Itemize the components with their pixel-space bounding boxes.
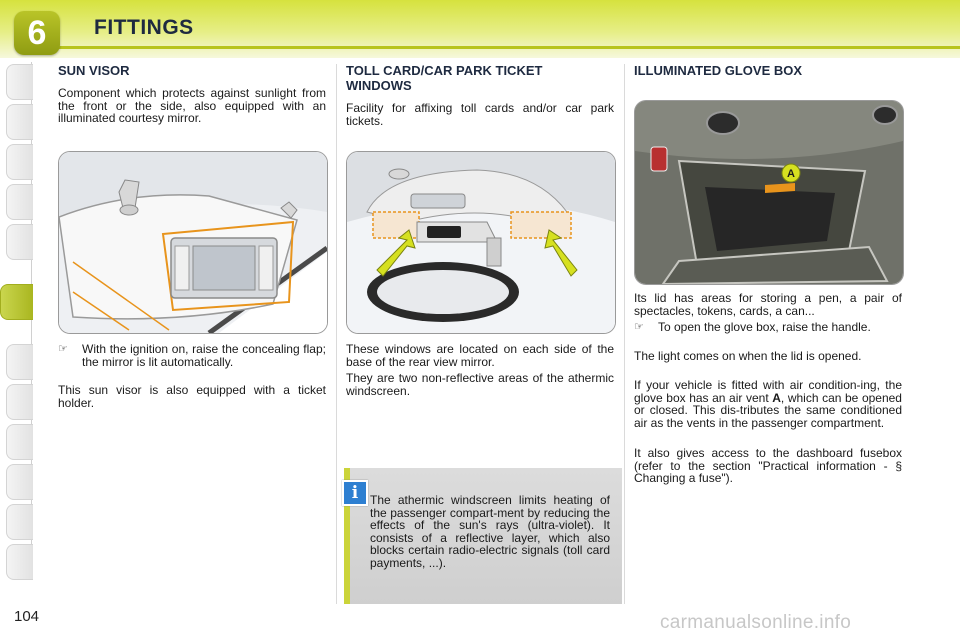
sun-visor-bullet-text: With the ignition on, raise the concealing flap; the mirror is lit automatically. (82, 342, 326, 369)
toll-card-heading-line1: TOLL CARD/CAR PARK TICKET (346, 63, 543, 78)
chapter-tab-12[interactable] (6, 544, 33, 580)
glove-box-bullet (634, 321, 902, 334)
chapter-tab-2[interactable] (6, 104, 33, 140)
chapter-tab-8[interactable] (6, 384, 33, 420)
chapter-number: 6 (27, 14, 47, 52)
glove-box-callout-a: A (787, 168, 795, 180)
column-divider-2 (624, 64, 625, 604)
chapter-tab-5[interactable] (6, 224, 33, 260)
pointing-hand-icon: ☞ (58, 343, 68, 355)
info-box-text: The athermic windscreen limits heating of the passenger compart-ment by reducing the effects of the sun's rays (ultra-violet). It consists of a reflective layer, which also blocks certain radio-electric signals (toll card payments, ...). (370, 493, 610, 570)
chapter-tab-3[interactable] (6, 144, 33, 180)
info-icon: i (342, 480, 368, 506)
watermark: carmanualsonline.info (660, 612, 852, 633)
toll-card-para2: They are two non-reflective areas of the athermic windscreen. (346, 371, 614, 398)
glove-box-para2: The light comes on when the lid is opened. (634, 349, 862, 363)
toll-card-heading (346, 63, 616, 93)
chapter-tab-4[interactable] (6, 184, 33, 220)
page-title: FITTINGS (94, 16, 194, 39)
glove-box-illustration (634, 100, 904, 285)
chapter-tab-9[interactable] (6, 424, 33, 460)
glove-box-heading: ILLUMINATED GLOVE BOX (634, 63, 803, 78)
sun-visor-heading: SUN VISOR (58, 63, 130, 78)
chapter-tab-7[interactable] (6, 344, 33, 380)
chapter-tabs (0, 64, 32, 580)
toll-card-intro: Facility for affixing toll cards and/or car park tickets. (346, 101, 614, 128)
pointing-hand-icon-2: ☞ (634, 321, 644, 333)
chapter-tab-11[interactable] (6, 504, 33, 540)
toll-card-heading-line2: WINDOWS (346, 78, 412, 93)
page-number: 104 (14, 608, 40, 625)
header-underline (56, 46, 960, 49)
toll-window-illustration (346, 151, 616, 334)
glove-box-para1: Its lid has areas for storing a pen, a pair of spectacles, tokens, cards, a can... (634, 291, 902, 318)
toll-card-para1: These windows are located on each side of the base of the rear view mirror. (346, 342, 614, 369)
glove-box-para3-start: If your vehicle is fitted with air condition-ing, the glove box has an air vent (634, 378, 902, 405)
chapter-tab-1[interactable] (6, 64, 33, 100)
chapter-tab-6-active[interactable] (0, 284, 33, 320)
sun-visor-bullet (58, 343, 326, 368)
sun-visor-intro: Component which protects against sunlight from the front or the side, also equipped with an illuminated courtesy mirror. (58, 86, 326, 125)
glove-box-para4: It also gives access to the dashboard fusebox (refer to the section "Practical information - § Changing a fuse"). (634, 446, 902, 485)
glove-box-para3 (634, 379, 902, 429)
glove-box-para3-end: , which can be opened or closed. This dis-tributes the same conditioned air as the vents in the passenger compartment. (634, 390, 902, 430)
chapter-tab-10[interactable] (6, 464, 33, 500)
sun-visor-illustration (58, 151, 328, 334)
sun-visor-note: This sun visor is also equipped with a ticket holder. (58, 383, 326, 410)
glove-box-bullet-text: To open the glove box, raise the handle. (658, 320, 871, 334)
glove-box-vent-label: A (772, 390, 781, 405)
column-divider-1 (336, 64, 337, 604)
